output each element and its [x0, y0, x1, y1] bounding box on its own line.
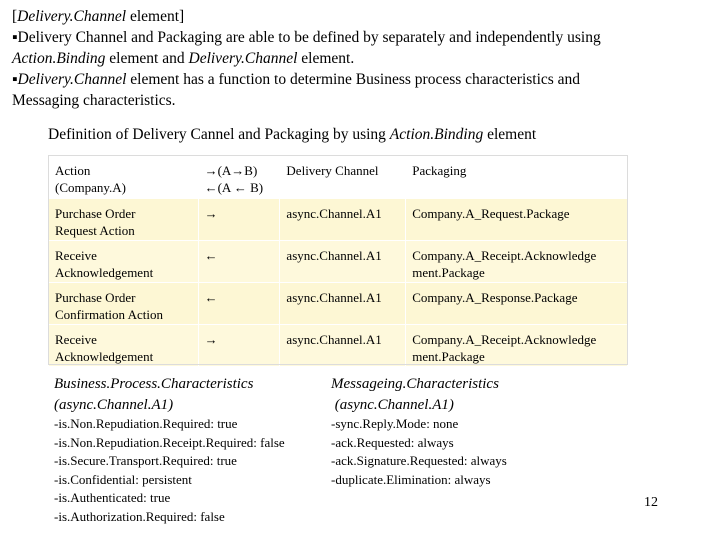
packaging-line-2: ment.Package: [412, 349, 485, 364]
intro-line-2: ▪Delivery Channel and Packaging are able to be defined by separately and independently using: [12, 29, 601, 46]
intro-line-3: [12, 48, 712, 69]
action-line-2: Acknowledgement: [55, 349, 154, 364]
messaging-characteristics-title: [331, 374, 499, 416]
cell-action: [49, 283, 199, 325]
action-line-2: Request Action: [55, 223, 135, 238]
list-item: -is.Non.Repudiation.Receipt.Required: false: [54, 434, 285, 450]
action-binding-term: Action.Binding: [12, 50, 106, 67]
intro-line-5: Messaging characteristics.: [12, 92, 176, 109]
page-number: 12: [644, 495, 658, 510]
cell-channel: async.Channel.A1: [280, 241, 406, 283]
intro-line-4: [12, 69, 712, 90]
intro-text-fragment: element and: [105, 50, 189, 67]
list-item: -ack.Signature.Requested: always: [331, 453, 507, 468]
header-direction: [198, 156, 280, 199]
action-line-2: Acknowledgement: [55, 265, 154, 280]
delivery-channel-term: Delivery.Channel: [17, 8, 127, 25]
intro-text: [12, 6, 712, 111]
business-characteristics-title: [54, 374, 253, 416]
action-line-1: Purchase Order: [55, 290, 136, 305]
cell-packaging: [406, 325, 628, 367]
messaging-title-line-2: (async.Channel.A1): [331, 397, 454, 413]
cell-channel: async.Channel.A1: [280, 199, 406, 241]
packaging-line-1: Company.A_Response.Package: [412, 290, 578, 305]
cell-action: [49, 241, 199, 283]
action-binding-table: [48, 155, 628, 367]
header-packaging: Packaging: [406, 156, 628, 199]
definition-title-text: Definition of Delivery Cannel and Packaging by using: [48, 126, 390, 143]
cell-action: [49, 325, 199, 367]
action-binding-term: Action.Binding: [389, 126, 484, 143]
cell-action: [49, 199, 199, 241]
cell-direction: →: [198, 325, 280, 367]
delivery-channel-term: Delivery.Channel: [188, 50, 298, 67]
header-action-line-2: (Company.A): [55, 180, 127, 195]
list-item: -is.Secure.Transport.Required: true: [54, 453, 237, 468]
table-row: [49, 241, 628, 283]
business-title-line-1: Business.Process.Characteristics: [54, 376, 254, 392]
header-action-line-1: Action: [55, 163, 91, 178]
business-title-line-2: (async.Channel.A1): [54, 397, 174, 413]
header-channel: Delivery Channel: [280, 156, 406, 199]
definition-title-text: element: [483, 126, 537, 143]
packaging-line-1: Company.A_Receipt.Acknowledge: [412, 248, 597, 263]
packaging-line-1: Company.A_Request.Package: [412, 206, 570, 221]
cell-direction: →: [198, 199, 280, 241]
action-line-1: Receive: [55, 332, 97, 347]
intro-line-1: [12, 6, 712, 27]
list-item: -is.Authenticated: true: [54, 490, 171, 505]
action-line-2: Confirmation Action: [55, 307, 163, 322]
list-item: -is.Non.Repudiation.Required: true: [54, 416, 238, 431]
element-bracket-close: element]: [126, 8, 185, 25]
list-item: -sync.Reply.Mode: none: [331, 416, 459, 431]
header-action: [49, 156, 199, 199]
cell-packaging: [406, 283, 628, 325]
business-characteristics-list: [54, 415, 285, 526]
table-row: [49, 199, 628, 241]
packaging-line-2: ment.Package: [412, 265, 485, 280]
cell-channel: async.Channel.A1: [280, 325, 406, 367]
action-line-1: Purchase Order: [55, 206, 136, 221]
definition-title: [48, 126, 536, 144]
bullet: ▪: [12, 71, 18, 88]
action-line-1: Receive: [55, 248, 97, 263]
cell-direction: ←: [198, 283, 280, 325]
table-row: [49, 283, 628, 325]
cell-channel: async.Channel.A1: [280, 283, 406, 325]
intro-text-fragment: element.: [297, 50, 355, 67]
table-row: [49, 325, 628, 367]
intro-text-fragment: element has a function to determine Business process characteristics and: [126, 71, 581, 88]
header-direction-line-1: →(A→B): [204, 163, 258, 178]
cell-packaging: [406, 199, 628, 241]
bracket-open: [: [12, 8, 18, 25]
list-item: -is.Confidential: persistent: [54, 471, 192, 487]
messaging-title-line-1: Messageing.Characteristics: [331, 376, 499, 392]
cell-packaging: [406, 241, 628, 283]
list-item: -is.Authorization.Required: false: [54, 508, 225, 524]
list-item: -ack.Requested: always: [331, 434, 454, 450]
header-direction-line-2: ←(A ← B): [204, 180, 264, 195]
packaging-line-1: Company.A_Receipt.Acknowledge: [412, 332, 597, 347]
table-header-row: [49, 156, 628, 199]
messaging-characteristics-list: [331, 415, 507, 489]
cell-direction: ←: [198, 241, 280, 283]
list-item: -duplicate.Elimination: always: [331, 471, 491, 487]
delivery-channel-term: Delivery.Channel: [17, 71, 127, 88]
